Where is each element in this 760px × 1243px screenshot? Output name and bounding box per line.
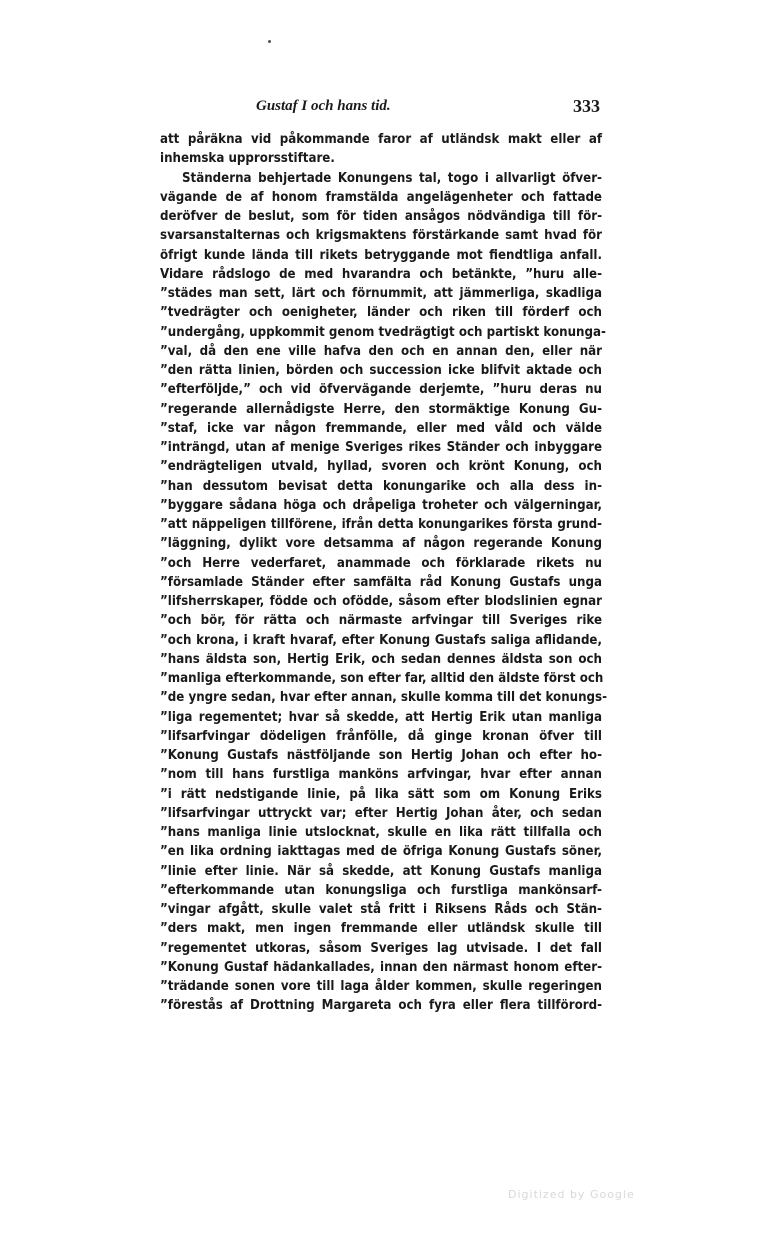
text-line: ”staf, icke var någon fremmande, eller med våld och välde xyxy=(160,420,602,436)
page-header xyxy=(160,98,600,122)
text-line: ”Konung Gustaf hädankallades, innan den närmast honom efter- xyxy=(160,959,602,975)
text-line: ”tvedrägter och oenigheter, länder och riken till förderf och xyxy=(160,305,602,321)
text-line: Vidare rådslogo de med hvarandra och betänkte, ”huru alle- xyxy=(160,266,602,282)
text-line: öfrigt kunde lända till rikets betryggande mot fiendtliga anfall. xyxy=(160,247,602,263)
running-title: Gustaf I och hans tid. xyxy=(256,98,391,114)
text-line: ”val, då den ene ville hafva den och en annan den, eller när xyxy=(160,343,602,359)
text-line: ”nom till hans furstliga manköns arfvingar, hvar efter annan xyxy=(160,767,602,783)
text-line: ”linie efter linie. När så skedde, att Konung Gustafs manliga xyxy=(160,863,602,879)
text-line: vägande de af honom framstälda angelägenheter och fattade xyxy=(160,189,602,205)
text-line: ”att näppeligen tillförene, ifrån detta konungarikes första grund- xyxy=(160,517,602,532)
text-line: ”efterkommande utan konungsliga och furstliga mankönsarf- xyxy=(160,882,602,898)
body-text xyxy=(160,130,608,1016)
page-number: 333 xyxy=(573,96,600,116)
text-line: ”lifsherrskaper, födde och ofödde, såsom efter blodslinien egnar xyxy=(160,594,602,609)
text-line: ”församlade Ständer efter samfälta råd Konung Gustafs unga xyxy=(160,574,602,590)
text-line: ”inträngd, utan af menige Sveriges rikes Ständer och inbyggare xyxy=(160,440,602,455)
text-line: svarsanstalternas och krigsmaktens förstärkande samt hvad för xyxy=(160,228,602,244)
text-line: ”och bör, för rätta och närmaste arfvingar till Sveriges rike xyxy=(160,613,602,629)
text-line: ”en lika ordning iakttagas med de öfriga Konung Gustafs söner, xyxy=(160,844,602,860)
text-line: ”och krona, i kraft hvaraf, efter Konung Gustafs saliga aflidande, xyxy=(160,632,602,648)
text-line: ”och Herre vederfaret, anammade och förklarade rikets nu xyxy=(160,555,602,571)
text-line: ”förestås af Drottning Margareta och fyra eller flera tillförord- xyxy=(160,998,602,1014)
watermark: Digitized by Google xyxy=(508,1188,635,1201)
text-line: ”efterföljde,” och vid öfvervägande derjemte, ”huru deras nu xyxy=(160,382,602,398)
text-line: Ständerna behjertade Konungens tal, togo i allvarligt öfver- xyxy=(182,170,602,186)
text-line: ”hans äldsta son, Hertig Erik, och sedan dennes äldsta son och xyxy=(160,651,602,667)
text-line: ”liga regementet; hvar så skedde, att Hertig Erik utan manliga xyxy=(160,709,602,725)
text-line: ”regerande allernådigste Herre, den stormäktige Konung Gu- xyxy=(160,401,602,417)
text-line: ”hans manliga linie utslocknat, skulle en lika rätt tillfalla och xyxy=(160,825,602,840)
text-line: ”de yngre sedan, hvar efter annan, skulle komma till det konungs- xyxy=(160,690,608,706)
text-line: ”regementet utkoras, såsom Sveriges lag utvisade. I det fall xyxy=(160,940,602,956)
text-line: ”byggare sådana höga och dråpeliga troheter och välgerningar, xyxy=(160,497,602,513)
text-line: ”vingar afgått, skulle valet stå fritt i Riksens Råds och Stän- xyxy=(160,902,602,917)
text-line: ”lifsarfvingar uttryckt var; efter Hertig Johan åter, och sedan xyxy=(160,805,602,821)
text-line: ”i rätt nedstigande linie, på lika sätt som om Konung Eriks xyxy=(160,786,602,802)
text-line: ”endrägteligen utvald, hyllad, svoren och krönt Konung, och xyxy=(160,459,602,475)
text-line: deröfver de beslut, som för tiden ansågos nödvändiga till för- xyxy=(160,209,602,224)
text-line: att påräkna vid påkommande faror af utländsk makt eller af xyxy=(160,132,602,147)
text-line: ”Konung Gustafs nästföljande son Hertig Johan och efter ho- xyxy=(160,748,602,763)
text-line: ”han dessutom bevisat detta konungarike och alla dess in- xyxy=(160,478,602,494)
text-line: ”ders makt, men ingen fremmande eller utländsk skulle till xyxy=(160,921,602,937)
text-line: ”lifsarfvingar dödeligen frånfölle, då ginge kronan öfver till xyxy=(160,728,602,744)
text-line: ”läggning, dylikt vore detsamma af någon regerande Konung xyxy=(160,536,602,552)
text-line: ”den rätta linien, börden och succession icke blifvit aktade och xyxy=(160,363,602,378)
text-line: ”undergång, uppkommit genom tvedrägtigt och partiskt konunga- xyxy=(160,324,606,340)
text-line: ”städes man sett, lärt och förnummit, att jämmerliga, skadliga xyxy=(160,286,602,301)
ink-speck xyxy=(268,40,271,43)
text-line: inhemska upprorsstiftare. xyxy=(160,151,335,167)
text-line: ”manliga efterkommande, son efter far, alltid den äldste först och xyxy=(160,671,604,686)
text-line: ”trädande sonen vore till laga ålder kommen, skulle regeringen xyxy=(160,979,602,994)
